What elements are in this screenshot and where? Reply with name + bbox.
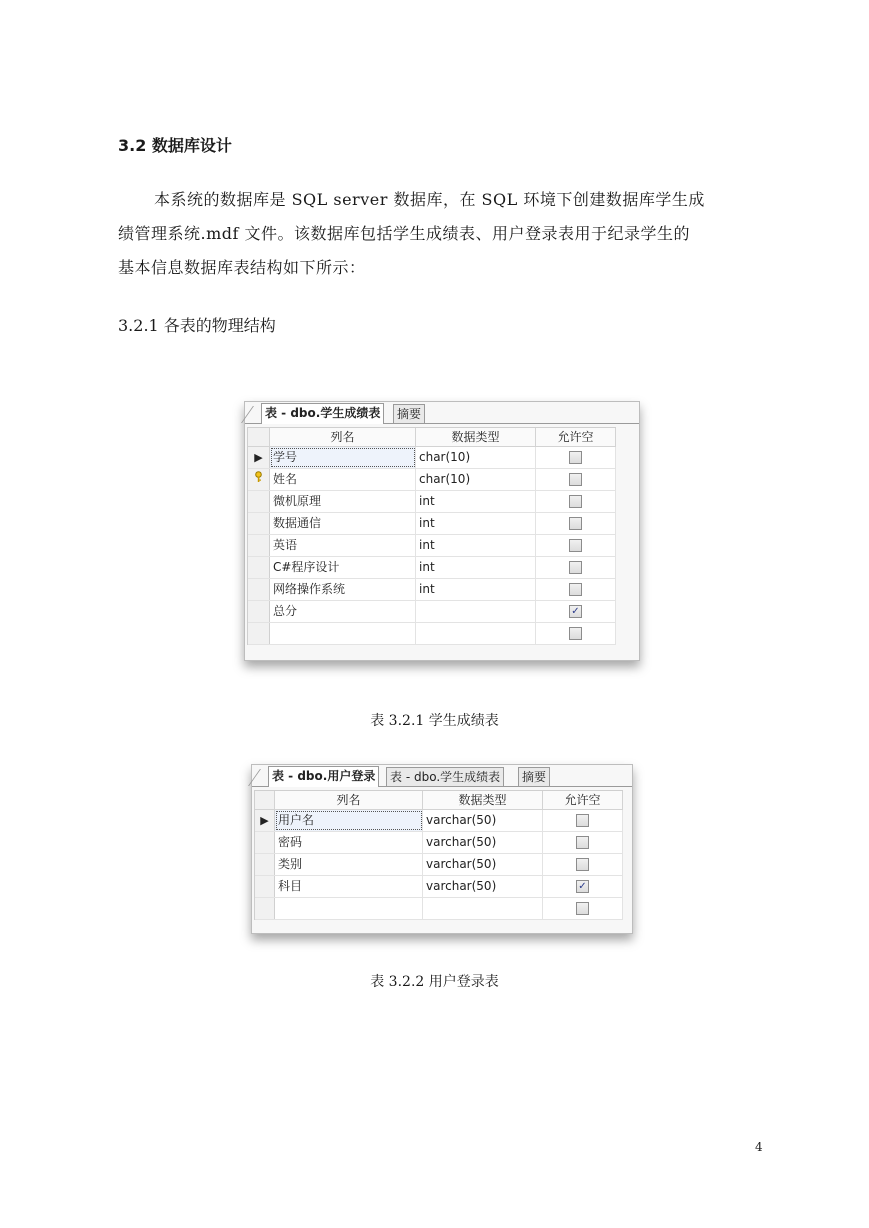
key-icon[interactable] [248, 469, 270, 490]
column-name-cell[interactable]: 用户名 [275, 810, 423, 831]
paragraph-line-2: 绩管理系统.mdf 文件。该数据库包括学生成绩表、用户登录表用于纪录学生的 [118, 224, 691, 243]
data-type-cell[interactable] [416, 601, 536, 622]
section-heading: 3.2 数据库设计 [118, 136, 232, 155]
grid-header [248, 428, 616, 447]
allow-null-cell [536, 579, 616, 600]
checkbox-unchecked[interactable] [569, 539, 582, 552]
tab-strip [245, 402, 639, 424]
row-selector[interactable] [248, 535, 270, 556]
allow-null-cell [543, 854, 623, 875]
table-row[interactable] [255, 854, 623, 876]
tab-user-login[interactable]: 表 - dbo.用户登录 [268, 766, 379, 787]
checkbox-unchecked[interactable] [569, 451, 582, 464]
paragraph-line-3: 基本信息数据库表结构如下所示： [118, 258, 366, 277]
table-row[interactable] [248, 535, 616, 557]
checkbox-unchecked[interactable] [569, 583, 582, 596]
row-selector-icon[interactable]: ▶ [255, 810, 275, 831]
column-name-cell[interactable] [275, 898, 423, 919]
row-selector[interactable] [255, 854, 275, 875]
column-name-cell[interactable]: 密码 [275, 832, 423, 853]
data-type-cell[interactable] [416, 623, 536, 644]
header-column-name[interactable]: 列名 [270, 428, 416, 446]
column-name-cell[interactable]: 网络操作系统 [270, 579, 416, 600]
checkbox-checked[interactable]: ✓ [576, 880, 589, 893]
paragraph-line-1: 本系统的数据库是 SQL server 数据库，在 SQL 环境下创建数据库学生成 [154, 190, 705, 209]
tab-student-scores[interactable]: 表 - dbo.学生成绩表 [386, 767, 504, 786]
column-name-cell[interactable]: 英语 [270, 535, 416, 556]
column-name-cell[interactable]: 科目 [275, 876, 423, 897]
tab-strip [252, 765, 632, 787]
table-row[interactable] [248, 623, 616, 645]
table-row[interactable] [248, 601, 616, 623]
checkbox-unchecked[interactable] [576, 858, 589, 871]
row-selector[interactable] [248, 491, 270, 512]
row-selector[interactable] [255, 832, 275, 853]
row-selector[interactable] [248, 513, 270, 534]
allow-null-cell [536, 601, 616, 622]
tab-student-scores[interactable]: 表 - dbo.学生成绩表 [261, 403, 384, 424]
allow-null-cell [536, 513, 616, 534]
row-selector[interactable] [248, 601, 270, 622]
data-type-cell[interactable]: char(10) [416, 469, 536, 490]
checkbox-unchecked[interactable] [576, 814, 589, 827]
header-allow-null[interactable]: 允许空 [536, 428, 616, 446]
row-selector[interactable] [255, 876, 275, 897]
data-type-cell[interactable]: varchar(50) [423, 832, 543, 853]
checkbox-unchecked[interactable] [569, 473, 582, 486]
allow-null-cell [536, 469, 616, 490]
table-row[interactable] [248, 469, 616, 491]
table-row[interactable] [248, 491, 616, 513]
allow-null-cell [543, 832, 623, 853]
checkbox-unchecked[interactable] [569, 561, 582, 574]
column-name-cell[interactable]: 微机原理 [270, 491, 416, 512]
data-type-cell[interactable]: int [416, 557, 536, 578]
subsection-heading: 3.2.1 各表的物理结构 [118, 316, 276, 335]
column-name-cell[interactable]: 数据通信 [270, 513, 416, 534]
column-name-cell[interactable]: 学号 [270, 447, 416, 468]
row-selector[interactable] [248, 557, 270, 578]
data-type-cell[interactable]: varchar(50) [423, 876, 543, 897]
column-name-cell[interactable] [270, 623, 416, 644]
allow-null-cell [536, 535, 616, 556]
row-selector[interactable] [248, 579, 270, 600]
allow-null-cell [536, 557, 616, 578]
column-grid [254, 790, 623, 920]
table-designer-panel-1 [244, 401, 640, 661]
row-selector-icon[interactable]: ▶ [248, 447, 270, 468]
data-type-cell[interactable] [423, 898, 543, 919]
allow-null-cell [536, 623, 616, 644]
allow-null-cell [543, 876, 623, 897]
table-row[interactable] [248, 513, 616, 535]
table-row[interactable] [248, 447, 616, 469]
checkbox-unchecked[interactable] [569, 517, 582, 530]
column-name-cell[interactable]: 总分 [270, 601, 416, 622]
data-type-cell[interactable]: int [416, 579, 536, 600]
table-row[interactable] [248, 557, 616, 579]
page-number: 4 [755, 1140, 763, 1154]
data-type-cell[interactable]: char(10) [416, 447, 536, 468]
header-allow-null[interactable]: 允许空 [543, 791, 623, 809]
allow-null-cell [536, 491, 616, 512]
column-name-cell[interactable]: 类别 [275, 854, 423, 875]
checkbox-unchecked[interactable] [576, 902, 589, 915]
table-row[interactable] [248, 579, 616, 601]
column-grid [247, 427, 616, 645]
header-data-type[interactable]: 数据类型 [416, 428, 536, 446]
body-paragraph [118, 183, 758, 285]
table-designer-panel-2 [251, 764, 633, 934]
table-row[interactable] [255, 898, 623, 920]
table-caption-1: 表 3.2.1 学生成绩表 [370, 713, 499, 729]
data-type-cell[interactable]: int [416, 513, 536, 534]
data-type-cell[interactable]: int [416, 535, 536, 556]
row-selector[interactable] [255, 898, 275, 919]
checkbox-unchecked[interactable] [569, 627, 582, 640]
checkbox-unchecked[interactable] [576, 836, 589, 849]
tab-summary[interactable]: 摘要 [393, 404, 425, 423]
allow-null-cell [543, 898, 623, 919]
data-type-cell[interactable]: int [416, 491, 536, 512]
checkbox-checked[interactable]: ✓ [569, 605, 582, 618]
column-name-cell[interactable]: 姓名 [270, 469, 416, 490]
data-type-cell[interactable]: varchar(50) [423, 810, 543, 831]
allow-null-cell [536, 447, 616, 468]
header-column-name[interactable]: 列名 [275, 791, 423, 809]
table-row[interactable] [255, 810, 623, 832]
data-type-cell[interactable]: varchar(50) [423, 854, 543, 875]
allow-null-cell [543, 810, 623, 831]
checkbox-unchecked[interactable] [569, 495, 582, 508]
tab-summary[interactable]: 摘要 [518, 767, 550, 786]
header-data-type[interactable]: 数据类型 [423, 791, 543, 809]
table-row[interactable] [255, 832, 623, 854]
row-selector[interactable] [248, 623, 270, 644]
table-caption-2: 表 3.2.2 用户登录表 [370, 974, 499, 990]
table-row[interactable] [255, 876, 623, 898]
column-name-cell[interactable]: C#程序设计 [270, 557, 416, 578]
grid-header [255, 791, 623, 810]
